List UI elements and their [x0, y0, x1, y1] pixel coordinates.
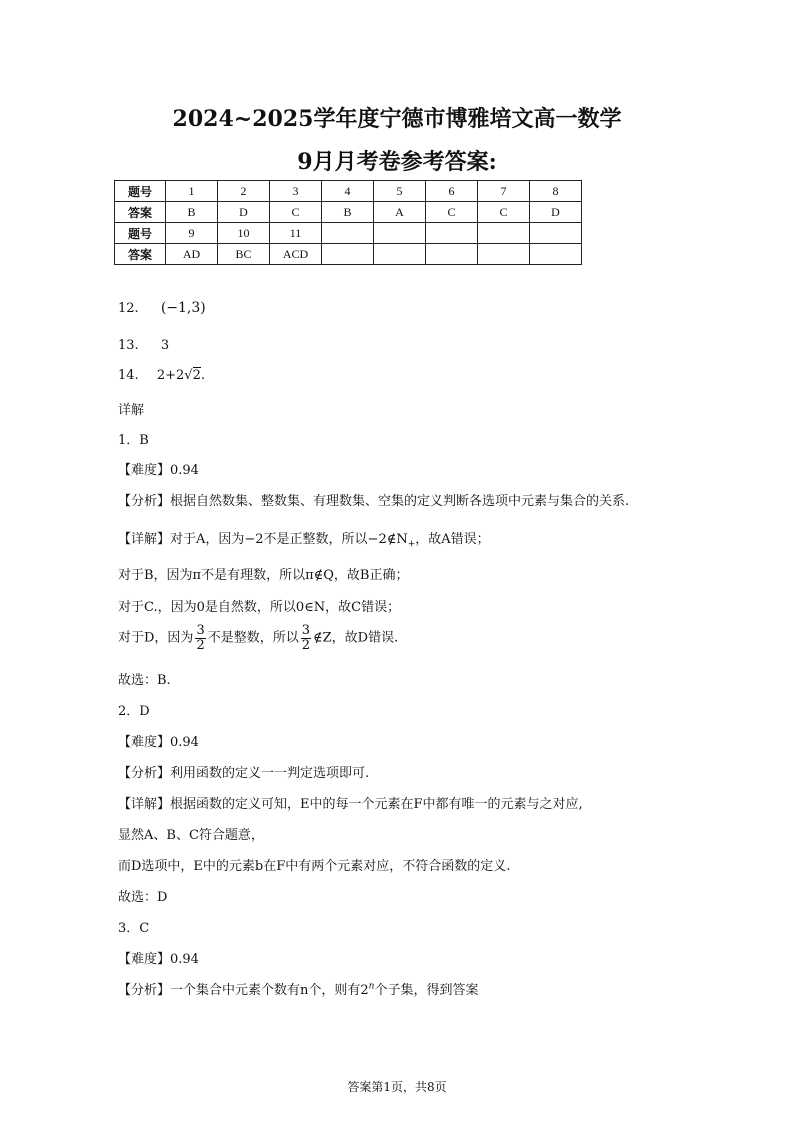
answer-14: [118, 368, 205, 383]
table-cell: 答案: [115, 244, 166, 265]
text: 不是整数，所以: [207, 630, 299, 646]
question-number: 14.: [118, 368, 139, 383]
solution-1-analysis: 【分析】根据自然数集、整数集、有理数集、空集的定义判断各选项中元素与集合的关系.: [118, 494, 630, 509]
solution-1-detail-2: 对于B，因为π不是有理数，所以π∉Q，故B正确；: [118, 568, 409, 583]
table-cell: BC: [218, 244, 270, 265]
table-cell: D: [218, 202, 270, 223]
table-cell: 答案: [115, 202, 166, 223]
answer-table: [114, 180, 582, 265]
table-row: [115, 202, 582, 223]
solution-3-analysis: [118, 979, 478, 998]
numerator: 3: [301, 623, 311, 638]
table-cell: 题号: [115, 223, 166, 244]
title-line-1: 2024~2025学年度宁德市博雅培文高一数学: [172, 106, 622, 132]
solution-2-conclusion: 故选：D: [118, 890, 168, 905]
text: 【详解】对于A，因为−2不是正整数，所以−2∉N: [118, 532, 408, 547]
denominator: 2: [196, 637, 205, 653]
question-number: 12.: [118, 301, 139, 316]
solution-2-difficulty: 【难度】0.94: [118, 735, 199, 750]
table-cell: 4: [322, 181, 374, 202]
solution-2-head: 2．D: [118, 704, 150, 719]
fraction: [195, 624, 205, 652]
table-cell: 3: [270, 181, 322, 202]
table-cell: [426, 223, 478, 244]
solution-1-difficulty: 【难度】0.94: [118, 463, 199, 478]
table-cell: 2: [218, 181, 270, 202]
page-footer: 答案第1页，共8页: [347, 1080, 447, 1094]
solution-1-head: 1．B: [118, 433, 149, 448]
radicand: 2: [192, 368, 201, 383]
solution-3-head: 3．C: [118, 921, 150, 936]
detail-heading: 详解: [118, 403, 145, 418]
text: ∉Z，故D错误.: [313, 630, 399, 646]
question-number: 13.: [118, 338, 139, 353]
table-cell: 5: [374, 181, 426, 202]
solution-1-conclusion: 故选：B.: [118, 673, 171, 688]
table-cell: AD: [166, 244, 218, 265]
solution-2-analysis: 【分析】利用函数的定义一一判定选项即可.: [118, 766, 370, 781]
table-cell: B: [166, 202, 218, 223]
solution-2-detail-3: 而D选项中，E中的元素b在F中有两个元素对应，不符合函数的定义.: [118, 859, 511, 874]
text: ，故A错误；: [415, 532, 490, 547]
solution-1-detail-4: [118, 624, 398, 652]
solution-1-detail-3: 对于C.，因为0是自然数，所以0∈N，故C错误；: [118, 600, 401, 615]
subscript: +: [407, 539, 416, 550]
table-cell: [374, 223, 426, 244]
text: 个子集，得到答案: [374, 983, 479, 998]
text: 对于D，因为: [118, 630, 194, 646]
title-line-2: 9月月考卷参考答案:: [297, 149, 497, 175]
table-cell: [478, 223, 530, 244]
text: 【分析】一个集合中元素个数有n个，则有2: [118, 983, 369, 998]
solution-1-detail-1: [118, 528, 490, 550]
table-cell: 8: [530, 181, 582, 202]
table-cell: 10: [218, 223, 270, 244]
denominator: 2: [301, 637, 311, 653]
table-row: [115, 244, 582, 265]
answer-part: .: [200, 368, 205, 383]
table-cell: [322, 223, 374, 244]
table-cell: ACD: [270, 244, 322, 265]
table-cell: 7: [478, 181, 530, 202]
table-cell: 9: [166, 223, 218, 244]
table-cell: [530, 223, 582, 244]
table-cell: [530, 244, 582, 265]
answer-value: [157, 368, 205, 383]
table-cell: [374, 244, 426, 265]
table-cell: [426, 244, 478, 265]
sqrt-symbol: √: [184, 368, 193, 383]
answer-value: (−1,3): [160, 300, 206, 316]
superscript: n: [368, 981, 375, 992]
table-cell: [322, 244, 374, 265]
answer-13: [118, 338, 169, 353]
table-cell: A: [374, 202, 426, 223]
table-cell: C: [270, 202, 322, 223]
fraction: [301, 624, 311, 652]
table-cell: 11: [270, 223, 322, 244]
solution-2-detail-1: 【详解】根据函数的定义可知，E中的每一个元素在F中都有唯一的元素与之对应,: [118, 797, 583, 812]
answer-12: [118, 300, 206, 316]
table-cell: C: [478, 202, 530, 223]
table-cell: B: [322, 202, 374, 223]
table-cell: [478, 244, 530, 265]
table-cell: 1: [166, 181, 218, 202]
table-cell: 题号: [115, 181, 166, 202]
solution-2-detail-2: 显然A、B、C符合题意，: [118, 828, 264, 843]
table-row: [115, 181, 582, 202]
table-cell: C: [426, 202, 478, 223]
table-cell: D: [530, 202, 582, 223]
solution-3-difficulty: 【难度】0.94: [118, 952, 199, 967]
answer-value: 3: [160, 338, 170, 353]
table-row: [115, 223, 582, 244]
answer-part: 2+2: [156, 368, 185, 383]
numerator: 3: [196, 623, 205, 638]
table-cell: 6: [426, 181, 478, 202]
